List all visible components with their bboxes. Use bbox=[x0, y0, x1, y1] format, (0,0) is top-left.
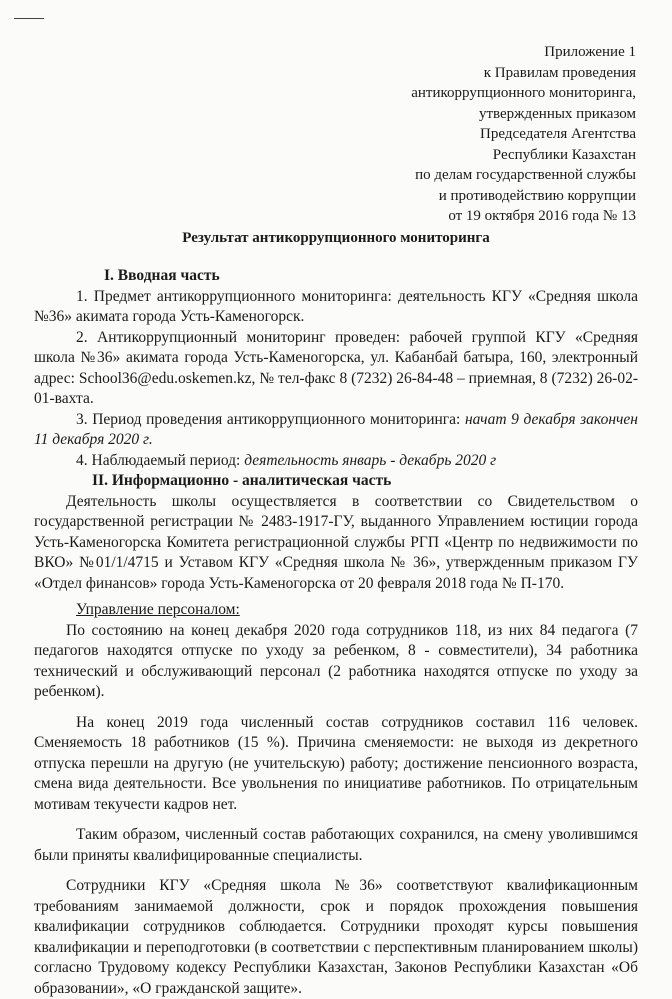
paragraph-registration: Деятельность школы осуществляется в соответствии со Свидетельством о государственной регистрации № 2483-1917-ГУ, выданного Управлением юстиции города Усть-Каменогорска Комитета регистрационной службы РГП «Центр по недвижимости по ВКО» №01/1/4715 и Уставом КГУ «Средняя школа № 36», утвержденным приказом ГУ «Отдел финансов» города Усть-Каменогорска от 20 февраля 2018 года № П-170. bbox=[34, 492, 638, 592]
appendix-line: Республики Казахстан bbox=[492, 146, 636, 163]
appendix-line: и противодействию коррупции bbox=[438, 187, 636, 204]
subheading-personnel: Управление персоналом: bbox=[76, 601, 240, 618]
appendix-line: утвержденных приказом bbox=[478, 105, 636, 122]
document-title: Результат антикоррупционного мониторинга bbox=[182, 230, 490, 246]
paragraph-period bbox=[34, 410, 638, 451]
appendix-line: Председателя Агентства bbox=[480, 126, 636, 142]
paragraph-subject: 1. Предмет антикоррупционного мониторинга: деятельность КГУ «Средняя школа №36» акимата города Усть-Каменогорск. bbox=[34, 287, 638, 325]
observed-value: деятельность январь - декабрь 2020 г bbox=[244, 451, 497, 469]
appendix-line: от 19 октября 2016 года № 13 bbox=[448, 208, 636, 224]
paragraph-conclusion: Таким образом, численный состав работающих сохранился, на смену уволившимся были приняты квалифицированные специалисты. bbox=[34, 826, 638, 864]
period-label: 3. Период проведения антикоррупционного мониторинга: bbox=[76, 410, 465, 428]
paragraph-qualification: Сотрудники КГУ «Средняя школа №36» соответствуют квалификационным требованиям занимаемой должности, срок и порядок прохождения повышения квалификации сотрудников соблюдается. Сотрудники проходят курсы повышения квалификации и переподготовки (в соответствии с перспективным планированием школы) согласно Трудовому кодексу Республики Казахстан, Законов Республики Казахстан «Об образовании», «О гражданской защите». bbox=[34, 877, 638, 997]
appendix-line: антикоррупционного мониторинга, bbox=[411, 85, 636, 101]
observed-label: 4. Наблюдаемый период: bbox=[76, 451, 245, 469]
period-dates: начат 9 декабря закончен 11 декабря 2020 г. bbox=[34, 410, 638, 448]
paragraph-working-group: 2. Антикоррупционный мониторинг проведен: рабочей группой КГУ «Средняя школа №36» акимата города Усть-Каменогорска, ул. Кабанбай батыра, 160, электронный адрес: School36@edu.oskemen.kz, № тел-факс 8 (7232) 26-84-48 – приемная, 8 (7232) 26-02-01-вахта. bbox=[34, 328, 638, 407]
appendix-block bbox=[411, 42, 636, 227]
section-heading-analysis: II. Информационно - аналитическая часть bbox=[92, 472, 392, 489]
corner-mark bbox=[14, 18, 44, 19]
appendix-line: по делам государственной службы bbox=[415, 167, 636, 183]
appendix-line: Приложение 1 bbox=[544, 44, 636, 60]
section-heading-intro: I. Вводная часть bbox=[104, 267, 220, 284]
paragraph-turnover: На конец 2019 года численный состав сотрудников составил 116 человек. Сменяемость 18 работников (15 %). Причина сменяемости: не выходя из декретного отпуска перешли на другую (не учительскую) работу; достижение пенсионного возраста, смена вида деятельности. Все увольнения по инициативе работников. По отрицательным мотивам текучести кадров нет. bbox=[34, 713, 638, 813]
paragraph-observed-period bbox=[34, 451, 638, 472]
appendix-line: к Правилам проведения bbox=[483, 64, 636, 81]
paragraph-staff-count: По состоянию на конец декабря 2020 года сотрудников 118, из них 84 педагога (7 педагогов находятся отпуске по уходу за ребенком, 8 - совместители), 34 работника технический и обслуживающий персонал (2 работника находятся отпуске по уходу за ребенком). bbox=[34, 621, 638, 700]
document-body bbox=[34, 266, 638, 999]
